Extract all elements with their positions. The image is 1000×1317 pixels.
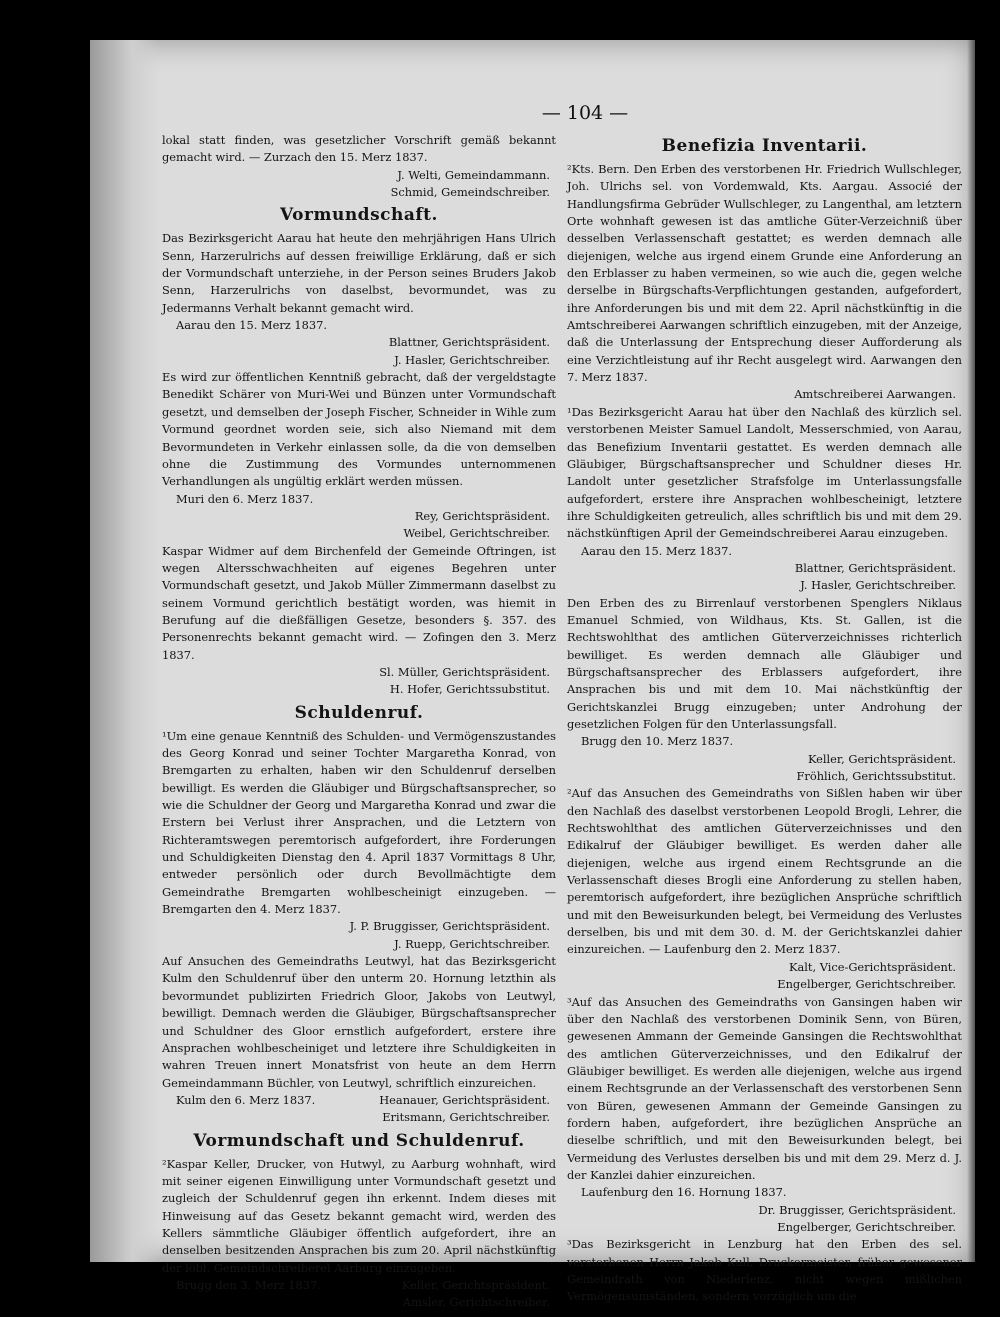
- section-heading-benefizia: Benefizia Inventarii.: [661, 136, 868, 156]
- intro-signature-1: J. Welti, Gemeindammann.: [397, 167, 550, 182]
- notice-date: Laufenburg den 16. Hornung 1837.: [581, 1185, 787, 1200]
- notice-signature: Dr. Bruggisser, Gerichtspräsident.: [758, 1202, 956, 1217]
- notice-date: Brugg den 10. Merz 1837.: [581, 734, 734, 749]
- notice-date-row: [162, 1277, 556, 1294]
- section-heading-vormundschaft: Vormundschaft.: [280, 205, 438, 226]
- notice-date: Brugg den 3. Merz 1837.: [176, 1277, 321, 1292]
- notice-text: Es wird zur öffentlichen Kenntniß gebracht, daß der vergeldstagte Benedikt Schärer von Muri-Wei und Bünzen unter Vormundschaft gesetzt, und demselben der Joseph Fischer, Schneider in Wihle zum Vormund geordnet worden seie, sich also Niemand mit dem Bevormundeten in Verkehr einlassen solle, da die von demselben ohne die Zustimmung des Vormundes unternommenen Verhandlungen als ungültig erklärt werden müssen.: [162, 370, 556, 489]
- notice-text: ²Auf das Ansuchen des Gemeindraths von Sißlen haben wir über den Nachlaß des daselbst verstorbenen Leopold Brogli, Lehrer, die Rechtswohlthat des amtlichen Güterverzeichnisses und den Edikalruf der Gläubiger bewilliget. Es werden daher alle diejenigen, welche aus irgend einem Rechtsgrunde an die Verlassenschaft dieses Brogli eine Anforderung zu stellen haben, peremtorisch aufgefordert, ihre bezüglichen Ansprüche schriftlich und mit den Beweisurkunden belegt, bei Vermeidung des Verlustes derselben, bis und mit dem 30. d. M. der Gerichtskanzlei dahier einzureichen. — Laufenburg den 2. Merz 1837.: [567, 786, 962, 957]
- notice-text: Den Erben des zu Birrenlauf verstorbenen Spenglers Niklaus Emanuel Schmied, von Wildhaus, Kts. St. Gallen, ist die Rechtswohlthat des amtlichen Güterverzeichnisses richterlich bewilliget. Es werden demnach alle Gläubiger und Bürgschaftsansprecher des Erblassers aufgefordert, ihre Ansprachen bis und mit dem 10. Mai nächstkünftig der Gerichtskanzlei Brugg einzugeben; unter Androhung der gesetzlichen Folgen für den Unterlassungsfall.: [567, 595, 962, 731]
- section-heading-schuldenruf: Schuldenruf.: [294, 702, 424, 723]
- notice-signature: Keller, Gerichtspräsident.: [807, 751, 956, 766]
- notice-text: ²Kts. Bern. Den Erben des verstorbenen Hr. Friedrich Wullschleger, Joh. Ulrichs sel. von Vordemwald, Kts. Aargau. Associé der Handlungsfirma Gebrüder Wullschleger, zu Langenthal, am letztern Orte wohnhaft gewesen ist das amtliche Güter-Verzeichniß über desselben Verlassenschaft gestattet; es werden demnach alle diejenigen, welche aus irgend einem Grunde eine Anforderung an den Erblasser zu haben vermeinen, so wie auch die, gegen welche derselbe in Bürgschafts-Verpflichtungen gestanden, aufgefordert, ihre Anforderungen bis und mit dem 22. April nächstkünftig in die Amtschreiberei Aarwangen schriftlich einzugeben, mit der Anzeige, daß die Unterlassung der Entsprechung dieser Aufforderung als eine Verzichtleistung auf ihr Recht ausgelegt wird. Aarwangen den 7. Merz 1837.: [567, 162, 962, 385]
- page-gutter-shadow: [90, 40, 160, 1262]
- notice-signature: H. Hofer, Gerichtssubstitut.: [389, 682, 550, 697]
- notice-signature: Amtschreiberei Aarwangen.: [794, 387, 956, 402]
- notice-text: Kaspar Widmer auf dem Birchenfeld der Gemeinde Oftringen, ist wegen Altersschwachheiten auf eigenes Begehren unter Vormundschaft gesetzt, und Jakob Müller Zimmermann daselbst zu seinem Vormund gerichtlich bestätigt worden, was hiemit in Berufung auf die dießfälligen Gesetze, besonders §. 357. des Personenrechts bekannt gemacht wird. — Zofingen den 3. Merz 1837.: [162, 543, 556, 662]
- notice-signature: J. Hasler, Gerichtschreiber.: [394, 352, 550, 367]
- notice-text: ¹Das Bezirksgericht Aarau hat über den Nachlaß des kürzlich sel. verstorbenen Meister Samuel Landolt, Messerschmied, von Aarau, das Benefizium Inventarii gestattet. Es werden demnach alle Gläubiger, Bürgschaftsansprecher und Schuldner dieses Hr. Landolt unter gesetzlicher Strafsfolge im Unterlassungsfalle aufgefordert, erstere ihre Ansprachen wohlbescheinigt, letztere ihre Schuldigkeiten getreulich, alles schriftlich bis und mit dem 29. nächstkünftigen April der Gemeindschreiberei Aarau einzugeben.: [567, 404, 962, 541]
- page-edge-shadow: [967, 40, 975, 1262]
- newspaper-page: [90, 40, 975, 1310]
- left-column: [162, 132, 556, 1312]
- notice-date: Kulm den 6. Merz 1837.: [176, 1092, 316, 1107]
- notice-signature: J. P. Bruggisser, Gerichtspräsident.: [349, 919, 550, 934]
- notice-signature: Fröhlich, Gerichtssubstitut.: [796, 769, 956, 784]
- notice-signature: Eritsmann, Gerichtschreiber.: [382, 1110, 550, 1125]
- notice-text: ³Das Bezirksgericht in Lenzburg hat den Erben des sel. verstorbenen Herrn Jakob Kull, Druckermeister, früher gewesener Gemeindrath von Niederlenz, nicht wegen mißlichen Vermögensumständen, sondern vorzüglich um die: [567, 1237, 962, 1304]
- notice-signature: Blattner, Gerichtspräsident.: [388, 335, 550, 350]
- notice-date: Aarau den 15. Merz 1837.: [176, 318, 328, 333]
- notice-signature: Heanauer, Gerichtspräsident.: [379, 1092, 550, 1107]
- section-heading-vormundschaft-schuldenruf: Vormundschaft und Schuldenruf.: [193, 1130, 525, 1151]
- notice-text: ²Kaspar Keller, Drucker, von Hutwyl, zu Aarburg wohnhaft, wird mit seiner eigenen Einwilligung unter Vormundschaft gesetzt und zugleich der Schuldenruf gegen ihn erkennt. Indem dieses mit Hinweisung auf das Gesetz bekannt gemacht wird, werden des Kellers sämmtliche Gläubiger öffentlich aufgefordert, ihre an denselben besitzenden Ansprachen bis zum 20. April nächstkünftig der löbl. Gemeindschreiberei Aarburg einzugeben.: [162, 1156, 556, 1275]
- notice-signature: Weibel, Gerichtschreiber.: [403, 526, 550, 541]
- notice-signature: Blattner, Gerichtspräsident.: [794, 560, 956, 575]
- intro-signature-2: Schmid, Gemeindschreiber.: [390, 185, 550, 200]
- notice-signature: Rey, Gerichtspräsident.: [414, 508, 550, 523]
- right-column: [567, 132, 962, 1306]
- notice-signature: Amsler, Gerichtschreiber.: [402, 1295, 550, 1310]
- notice-date-row: [162, 1092, 556, 1109]
- page-number: — 104 —: [541, 102, 629, 124]
- notice-signature: J. Ruepp, Gerichtschreiber.: [394, 936, 550, 951]
- notice-signature: Keller, Gerichtspräsident.: [401, 1277, 550, 1292]
- notice-signature: Engelberger, Gerichtschreiber.: [777, 1219, 956, 1234]
- notice-date: Aarau den 15. Merz 1837.: [581, 543, 733, 558]
- notice-text: Auf Ansuchen des Gemeindraths Leutwyl, hat das Bezirksgericht Kulm den Schuldenruf über den unterm 20. Hornung letzthin als bevormundet publizirten Friedrich Gloor, Jakobs von Leutwyl, bewilligt. Demnach werden die Gläubiger, Bürgschaftsansprecher und Schuldner des Gloor ernstlich aufgefordert, erstere ihre Ansprachen wohlbescheiniget und letztere ihre Schuldigkeiten in wahren Treuen innert Monatsfrist von heute an dem Herrn Gemeindammann Büchler, von Leutwyl, schriftlich einzureichen.: [162, 954, 556, 1090]
- notice-signature: Kalt, Vice-Gerichtspräsident.: [788, 959, 956, 974]
- notice-text: ³Auf das Ansuchen des Gemeindraths von Gansingen haben wir über den Nachlaß des verstorbenen Dominik Senn, von Büren, gewesenen Ammann der Gemeinde Gansingen die Rechtswohlthat des amtlichen Güterverzeichnisses, und den Edikalruf der Gläubiger bewilliget. Es werden alle diejenigen, welche aus irgend einem Rechtsgrunde an der Verlassenschaft des verstorbenen Senn von Büren, gewesenen Ammann der Gemeinde Gansingen zu fordern haben, aufgefordert, ihre bezüglichen Ansprüche an dieselbe schriftlich, und mit den Beweisurkunden belegt, bei Vermeidung des Verlustes derselben bis und mit dem 29. Merz d. J. der Kanzlei dahier einzureichen.: [567, 994, 962, 1182]
- notice-text: Das Bezirksgericht Aarau hat heute den mehrjährigen Hans Ulrich Senn, Harzerulrichs auf dessen freiwillige Erklärung, daß er sich der Vormundschaft unterziehe, in der Person seines Bruders Jakob Senn, Harzerulrichs von daselbst, bevormundet, was zu Jedermanns Verhalt bekannt gemacht wird.: [162, 231, 556, 315]
- intro-text: lokal statt finden, was gesetzlicher Vorschrift gemäß bekannt gemacht wird. — Zurzach den 15. Merz 1837.: [162, 133, 556, 165]
- notice-signature: Sl. Müller, Gerichtspräsident.: [379, 664, 550, 679]
- notice-signature: Engelberger, Gerichtschreiber.: [777, 977, 956, 992]
- notice-signature: J. Hasler, Gerichtschreiber.: [800, 578, 956, 593]
- notice-date: Muri den 6. Merz 1837.: [176, 491, 314, 506]
- notice-text: ¹Um eine genaue Kenntniß des Schulden- und Vermögenszustandes des Georg Konrad und seiner Tochter Margaretha Konrad, von Bremgarten zu erhalten, haben wir den Schuldenruf derselben bewilligt. Es werden die Gläubiger und Bürgschaftsansprecher, so wie die Schuldner der Georg und Margaretha Konrad und zwar die Erstern bei Verlust ihrer Ansprachen, und die Letztern von Richteramtswegen peremtorisch aufgefordert, ihre Forderungen und Schuldigkeiten Dienstag den 4. April 1837 Vormittags 8 Uhr, entweder persönlich oder durch Bevollmächtigte dem Gemeindrathe Bremgarten wohlbescheinigt einzugeben. — Bremgarten den 4. Merz 1837.: [162, 728, 556, 917]
